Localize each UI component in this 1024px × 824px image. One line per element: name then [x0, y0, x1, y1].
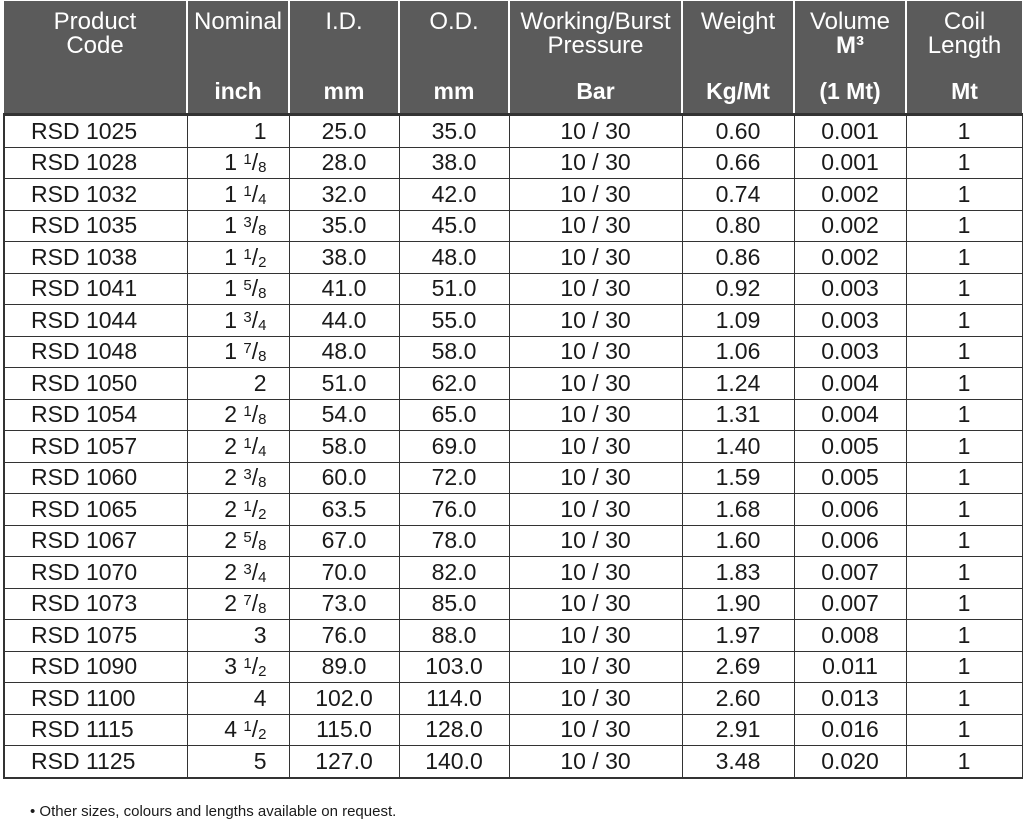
table-row: [4, 746, 1022, 778]
cell-coil-length: 1: [906, 651, 1022, 683]
cell-volume: 0.005: [794, 431, 906, 463]
cell-od: 42.0: [399, 179, 509, 211]
table-row: [4, 147, 1022, 179]
table-row: [4, 557, 1022, 589]
cell-od: 128.0: [399, 714, 509, 746]
cell-pressure: 10 / 30: [509, 305, 682, 337]
table-row: [4, 714, 1022, 746]
cell-coil-length: 1: [906, 147, 1022, 179]
fraction: $^7/_8$: [243, 590, 267, 618]
cell-coil-length: 1: [906, 746, 1022, 778]
table-header: [4, 1, 1022, 115]
cell-od: 78.0: [399, 525, 509, 557]
cell-volume: 0.004: [794, 368, 906, 400]
cell-pressure: 10 / 30: [509, 588, 682, 620]
cell-coil-length: 1: [906, 588, 1022, 620]
header-volume: [794, 1, 906, 115]
cell-product-code: RSD 1057: [4, 431, 187, 463]
cell-pressure: 10 / 30: [509, 368, 682, 400]
cell-id: 89.0: [289, 651, 399, 683]
cell-nominal: 1 $^5/_8$: [187, 273, 289, 305]
cell-id: 102.0: [289, 683, 399, 715]
table-row: [4, 210, 1022, 242]
cell-id: 35.0: [289, 210, 399, 242]
cell-id: 44.0: [289, 305, 399, 337]
cell-pressure: 10 / 30: [509, 179, 682, 211]
cell-weight: 0.92: [682, 273, 794, 305]
table-row: [4, 399, 1022, 431]
cell-product-code: RSD 1070: [4, 557, 187, 589]
cell-nominal: 4 $^1/_2$: [187, 714, 289, 746]
cell-product-code: RSD 1065: [4, 494, 187, 526]
cell-id: 48.0: [289, 336, 399, 368]
cell-pressure: 10 / 30: [509, 746, 682, 778]
cell-volume: 0.011: [794, 651, 906, 683]
cell-volume: 0.001: [794, 147, 906, 179]
table-row: [4, 525, 1022, 557]
cell-product-code: RSD 1038: [4, 242, 187, 274]
cell-nominal: 1 $^7/_8$: [187, 336, 289, 368]
cell-nominal: 1 $^1/_2$: [187, 242, 289, 274]
table-row: [4, 115, 1022, 148]
header-unit: inch: [214, 78, 262, 104]
cell-id: 73.0: [289, 588, 399, 620]
footnote: • Other sizes, colours and lengths available on request.: [30, 803, 397, 820]
cell-od: 38.0: [399, 147, 509, 179]
cell-coil-length: 1: [906, 242, 1022, 274]
header-coil-length: [906, 1, 1022, 115]
cell-od: 51.0: [399, 273, 509, 305]
cell-weight: 1.59: [682, 462, 794, 494]
cell-pressure: 10 / 30: [509, 620, 682, 652]
header-title: Working/Burst Pressure: [520, 8, 671, 59]
cell-od: 45.0: [399, 210, 509, 242]
cell-volume: 0.003: [794, 273, 906, 305]
cell-od: 85.0: [399, 588, 509, 620]
cell-nominal: 2 $^1/_8$: [187, 399, 289, 431]
cell-id: 67.0: [289, 525, 399, 557]
fraction: $^3/_4$: [243, 306, 267, 334]
cell-weight: 1.68: [682, 494, 794, 526]
cell-coil-length: 1: [906, 620, 1022, 652]
cell-coil-length: 1: [906, 683, 1022, 715]
cell-volume: 0.004: [794, 399, 906, 431]
cell-nominal: 5: [187, 746, 289, 778]
cell-od: 114.0: [399, 683, 509, 715]
cell-pressure: 10 / 30: [509, 683, 682, 715]
cell-pressure: 10 / 30: [509, 557, 682, 589]
cell-weight: 2.91: [682, 714, 794, 746]
cell-id: 54.0: [289, 399, 399, 431]
cell-pressure: 10 / 30: [509, 651, 682, 683]
cell-volume: 0.006: [794, 494, 906, 526]
header-unit: Kg/Mt: [706, 78, 770, 104]
cell-id: 41.0: [289, 273, 399, 305]
cell-id: 115.0: [289, 714, 399, 746]
table-row: [4, 431, 1022, 463]
cell-weight: 2.60: [682, 683, 794, 715]
fraction: $^3/_8$: [243, 212, 267, 240]
fraction: $^1/_8$: [243, 401, 267, 429]
cell-id: 25.0: [289, 115, 399, 148]
cell-pressure: 10 / 30: [509, 273, 682, 305]
cell-product-code: RSD 1032: [4, 179, 187, 211]
cell-product-code: RSD 1115: [4, 714, 187, 746]
cell-volume: 0.016: [794, 714, 906, 746]
cell-weight: 1.09: [682, 305, 794, 337]
cell-product-code: RSD 1054: [4, 399, 187, 431]
cell-weight: 1.06: [682, 336, 794, 368]
header-unit: mm: [323, 78, 365, 104]
fraction: $^1/_2$: [243, 243, 267, 271]
cell-nominal: 2 $^1/_4$: [187, 431, 289, 463]
fraction: $^1/_8$: [243, 149, 267, 177]
cell-coil-length: 1: [906, 431, 1022, 463]
cell-product-code: RSD 1044: [4, 305, 187, 337]
cell-od: 65.0: [399, 399, 509, 431]
cell-product-code: RSD 1100: [4, 683, 187, 715]
cell-od: 58.0: [399, 336, 509, 368]
cell-id: 63.5: [289, 494, 399, 526]
table-row: [4, 683, 1022, 715]
fraction: $^5/_8$: [243, 527, 267, 555]
cell-volume: 0.002: [794, 179, 906, 211]
cell-od: 88.0: [399, 620, 509, 652]
cell-nominal: 2 $^7/_8$: [187, 588, 289, 620]
cell-nominal: 1 $^3/_4$: [187, 305, 289, 337]
cell-id: 28.0: [289, 147, 399, 179]
cell-product-code: RSD 1073: [4, 588, 187, 620]
cell-weight: 1.90: [682, 588, 794, 620]
cell-od: 69.0: [399, 431, 509, 463]
cell-od: 140.0: [399, 746, 509, 778]
table-row: [4, 462, 1022, 494]
fraction: $^1/_2$: [243, 495, 267, 523]
fraction: $^5/_8$: [243, 275, 267, 303]
cell-pressure: 10 / 30: [509, 525, 682, 557]
cell-product-code: RSD 1125: [4, 746, 187, 778]
cell-volume: 0.002: [794, 242, 906, 274]
cell-product-code: RSD 1075: [4, 620, 187, 652]
cell-weight: 0.60: [682, 115, 794, 148]
cell-weight: 1.24: [682, 368, 794, 400]
cell-coil-length: 1: [906, 179, 1022, 211]
table-row: [4, 620, 1022, 652]
fraction: $^1/_4$: [243, 180, 267, 208]
cell-product-code: RSD 1025: [4, 115, 187, 148]
cell-od: 55.0: [399, 305, 509, 337]
cell-coil-length: 1: [906, 115, 1022, 148]
cell-weight: 3.48: [682, 746, 794, 778]
cell-id: 51.0: [289, 368, 399, 400]
header-id: [289, 1, 399, 115]
cell-nominal: 2 $^5/_8$: [187, 525, 289, 557]
header-unit: Mt: [951, 78, 978, 104]
cell-weight: 0.66: [682, 147, 794, 179]
cell-nominal: 1 $^1/_4$: [187, 179, 289, 211]
cell-product-code: RSD 1067: [4, 525, 187, 557]
cell-coil-length: 1: [906, 462, 1022, 494]
header-product-code: [4, 1, 187, 115]
cell-weight: 0.86: [682, 242, 794, 274]
table-row: [4, 273, 1022, 305]
cell-coil-length: 1: [906, 210, 1022, 242]
cell-id: 70.0: [289, 557, 399, 589]
header-title: Volume M³: [809, 8, 891, 59]
cell-pressure: 10 / 30: [509, 462, 682, 494]
cell-weight: 2.69: [682, 651, 794, 683]
cell-product-code: RSD 1090: [4, 651, 187, 683]
cell-od: 103.0: [399, 651, 509, 683]
cell-volume: 0.007: [794, 588, 906, 620]
cell-coil-length: 1: [906, 399, 1022, 431]
cell-pressure: 10 / 30: [509, 210, 682, 242]
header-title: I.D.: [325, 8, 363, 35]
cell-weight: 0.80: [682, 210, 794, 242]
header-title: Product Code: [53, 8, 137, 59]
header-working-burst-pressure: [509, 1, 682, 115]
header-unit: mm: [433, 78, 475, 104]
cell-pressure: 10 / 30: [509, 242, 682, 274]
cell-od: 48.0: [399, 242, 509, 274]
cell-od: 72.0: [399, 462, 509, 494]
cell-nominal: 1 $^3/_8$: [187, 210, 289, 242]
cell-id: 58.0: [289, 431, 399, 463]
header-title: Nominal: [193, 8, 283, 35]
cell-volume: 0.005: [794, 462, 906, 494]
cell-od: 76.0: [399, 494, 509, 526]
cell-coil-length: 1: [906, 494, 1022, 526]
fraction: $^1/_2$: [243, 653, 267, 681]
cell-volume: 0.003: [794, 336, 906, 368]
cell-pressure: 10 / 30: [509, 431, 682, 463]
cell-id: 76.0: [289, 620, 399, 652]
fraction: $^1/_4$: [243, 432, 267, 460]
cell-volume: 0.006: [794, 525, 906, 557]
product-spec-table: [3, 1, 1023, 779]
cell-od: 35.0: [399, 115, 509, 148]
cell-pressure: 10 / 30: [509, 494, 682, 526]
table-row: [4, 242, 1022, 274]
table-row: [4, 336, 1022, 368]
cell-product-code: RSD 1048: [4, 336, 187, 368]
cell-weight: 1.97: [682, 620, 794, 652]
cell-coil-length: 1: [906, 525, 1022, 557]
cell-volume: 0.008: [794, 620, 906, 652]
cell-pressure: 10 / 30: [509, 399, 682, 431]
table-row: [4, 305, 1022, 337]
cell-coil-length: 1: [906, 305, 1022, 337]
cell-weight: 1.83: [682, 557, 794, 589]
cell-nominal: 3: [187, 620, 289, 652]
header-title: O.D.: [429, 8, 479, 35]
header-unit: (1 Mt): [819, 78, 881, 104]
cell-volume: 0.001: [794, 115, 906, 148]
header-nominal: [187, 1, 289, 115]
cell-product-code: RSD 1050: [4, 368, 187, 400]
cell-pressure: 10 / 30: [509, 714, 682, 746]
table-row: [4, 179, 1022, 211]
cell-nominal: 3 $^1/_2$: [187, 651, 289, 683]
cell-id: 38.0: [289, 242, 399, 274]
cell-nominal: 1: [187, 115, 289, 148]
cell-product-code: RSD 1060: [4, 462, 187, 494]
fraction: $^3/_4$: [243, 558, 267, 586]
cell-nominal: 1 $^1/_8$: [187, 147, 289, 179]
fraction: $^7/_8$: [243, 338, 267, 366]
fraction: $^3/_8$: [243, 464, 267, 492]
cell-coil-length: 1: [906, 336, 1022, 368]
cell-volume: 0.020: [794, 746, 906, 778]
cell-product-code: RSD 1028: [4, 147, 187, 179]
cell-product-code: RSD 1041: [4, 273, 187, 305]
header-weight: [682, 1, 794, 115]
cell-coil-length: 1: [906, 714, 1022, 746]
cell-id: 60.0: [289, 462, 399, 494]
cell-volume: 0.013: [794, 683, 906, 715]
fraction: $^1/_2$: [243, 716, 267, 744]
cell-nominal: 2 $^1/_2$: [187, 494, 289, 526]
cell-nominal: 4: [187, 683, 289, 715]
table-row: [4, 588, 1022, 620]
cell-od: 62.0: [399, 368, 509, 400]
table-row: [4, 651, 1022, 683]
table-row: [4, 368, 1022, 400]
cell-weight: 1.31: [682, 399, 794, 431]
cell-pressure: 10 / 30: [509, 115, 682, 148]
header-unit: Bar: [576, 78, 615, 104]
header-row: [4, 1, 1022, 115]
cell-volume: 0.007: [794, 557, 906, 589]
cell-id: 32.0: [289, 179, 399, 211]
cell-volume: 0.002: [794, 210, 906, 242]
cell-weight: 0.74: [682, 179, 794, 211]
cell-weight: 1.60: [682, 525, 794, 557]
cell-pressure: 10 / 30: [509, 336, 682, 368]
cell-id: 127.0: [289, 746, 399, 778]
cell-od: 82.0: [399, 557, 509, 589]
cell-coil-length: 1: [906, 368, 1022, 400]
header-title: Weight: [700, 8, 776, 35]
cell-volume: 0.003: [794, 305, 906, 337]
cell-coil-length: 1: [906, 273, 1022, 305]
table-body: [4, 115, 1022, 778]
header-od: [399, 1, 509, 115]
cell-nominal: 2 $^3/_8$: [187, 462, 289, 494]
cell-coil-length: 1: [906, 557, 1022, 589]
table-row: [4, 494, 1022, 526]
cell-nominal: 2 $^3/_4$: [187, 557, 289, 589]
cell-weight: 1.40: [682, 431, 794, 463]
cell-pressure: 10 / 30: [509, 147, 682, 179]
header-title: Coil Length: [927, 8, 1002, 59]
product-spec-table-container: [3, 1, 1023, 779]
cell-nominal: 2: [187, 368, 289, 400]
cell-product-code: RSD 1035: [4, 210, 187, 242]
